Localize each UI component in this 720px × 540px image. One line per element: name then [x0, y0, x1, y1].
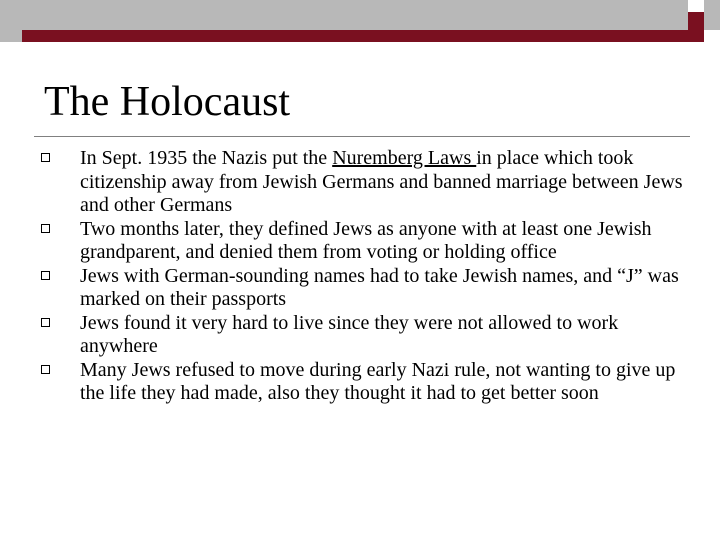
bullet-item: [40, 265, 690, 312]
bullet-item: [40, 218, 690, 265]
hollow-square-icon: [41, 271, 50, 280]
bullet-item: [40, 359, 690, 406]
header-band-gray-top: [22, 0, 688, 30]
nuremberg-laws-link[interactable]: Nuremberg Laws: [332, 147, 477, 169]
header-band-gray-right: [704, 0, 720, 30]
bullet-text: Jews found it very hard to live since they were not allowed to work anywhere: [80, 311, 619, 357]
header-band-red-stripe: [22, 30, 688, 42]
bullet-list: [40, 147, 690, 406]
bullet-item: [40, 312, 690, 359]
slide-title: The Holocaust: [44, 79, 291, 125]
bullet-text: Many Jews refused to move during early Nazi rule, not wanting to give up the life they had made, also they thought it had to get better soon: [80, 358, 676, 404]
hollow-square-icon: [41, 224, 50, 233]
header-band-red-square: [688, 12, 704, 42]
hollow-square-icon: [41, 365, 50, 374]
bullet-item: [40, 147, 690, 218]
title-divider: [34, 136, 690, 137]
header-band: [0, 0, 720, 42]
bullet-text-before-link: In Sept. 1935 the Nazis put the: [80, 147, 333, 169]
hollow-square-icon: [41, 153, 50, 162]
bullet-text: Two months later, they defined Jews as anyone with at least one Jewish grandparent, and denied them from voting or holding office: [80, 217, 652, 263]
header-band-gray-left: [0, 0, 22, 42]
bullet-text-after-link: in place which took citizenship away from Jewish Germans and banned marriage between Jews and other Germans: [80, 147, 683, 216]
hollow-square-icon: [41, 318, 50, 327]
bullet-text: Jews with German-sounding names had to take Jewish names, and “J” was marked on their passports: [80, 264, 679, 310]
